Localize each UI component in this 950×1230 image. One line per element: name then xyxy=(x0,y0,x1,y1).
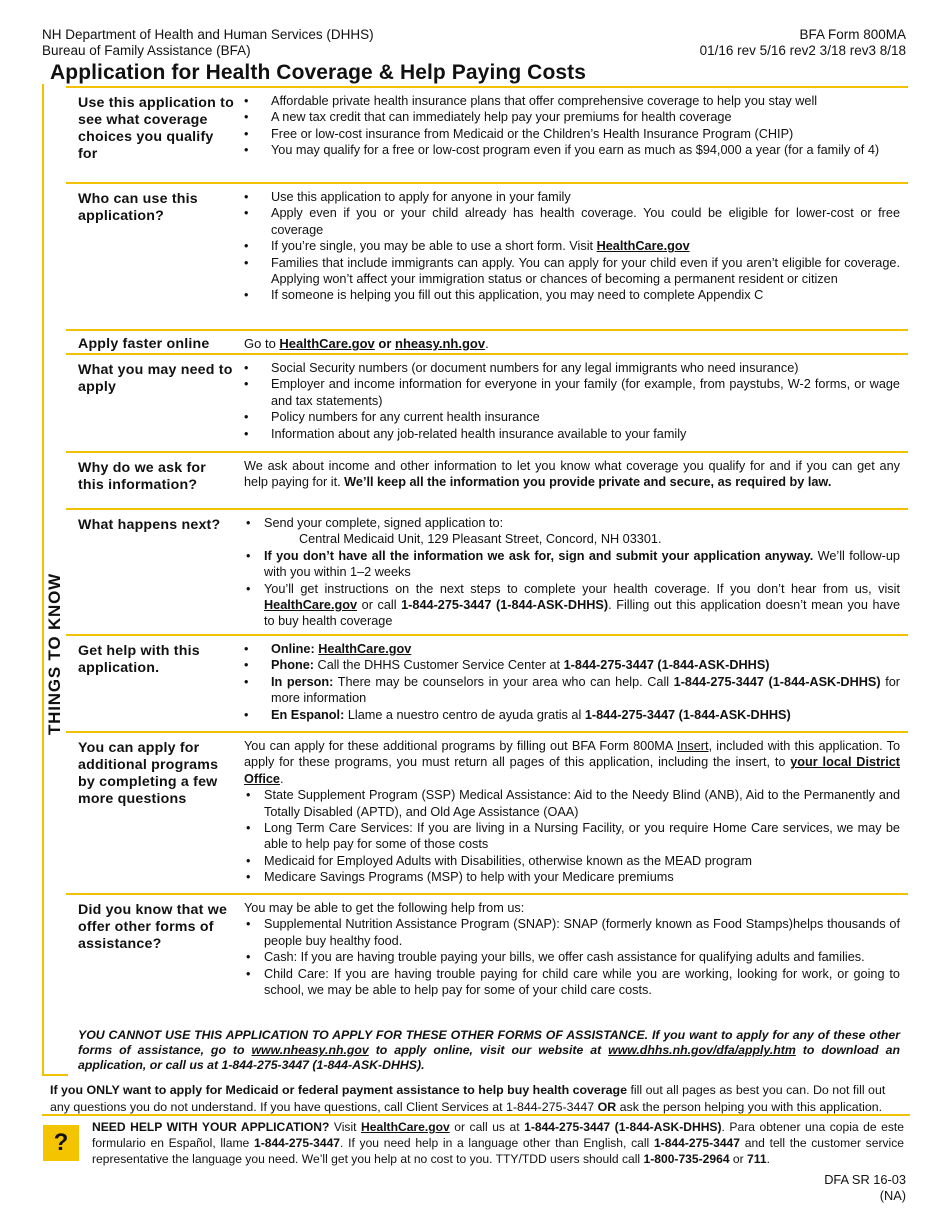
footer-code: DFA SR 16-03 xyxy=(824,1172,906,1187)
nheasy-link[interactable]: www.nheasy.nh.gov xyxy=(251,1043,369,1058)
section-label: You can apply for additional programs by completing a few more questions xyxy=(78,740,219,807)
list-item: • Send your complete, signed application to: Central Medicaid Unit, 129 Pleasant Street, Concord, NH 03301. xyxy=(244,515,900,548)
mailing-address: Central Medicaid Unit, 129 Pleasant Street, Concord, NH 03301. xyxy=(299,532,662,547)
list-item: • If you don’t have all the information we ask for, sign and submit your application anyway. We’ll follow-up with you within 1–2 weeks xyxy=(244,548,900,581)
list-item: • En Espanol: Llame a nuestro centro de ayuda gratis al 1-844-275-3447 (1-844-ASK-DHHS) xyxy=(244,707,900,723)
section-additional-programs xyxy=(66,731,908,895)
help-list xyxy=(244,641,900,723)
other-list xyxy=(244,916,900,998)
list-item: • Employer and income information for everyone in your family (for example, from paystubs, W-2 forms, or wage and tax statements) xyxy=(244,376,900,409)
form-revision: 01/16 rev 5/16 rev2 3/18 rev3 8/18 xyxy=(699,43,906,58)
list-item: • Affordable private health insurance plans that offer comprehensive coverage to help you stay well xyxy=(244,93,900,109)
section-label: What happens next? xyxy=(78,517,221,533)
list-item: • State Supplement Program (SSP) Medical Assistance: Aid to the Needy Blind (ANB), Aid to the Permanently and Totally Disabled (APTD), and Old Age Assistance (OAA) xyxy=(244,787,900,820)
section-label: Apply faster online xyxy=(78,336,210,352)
list-item: • Free or low-cost insurance from Medicaid or the Children’s Health Insurance Program (CHIP) xyxy=(244,126,900,142)
healthcare-gov-link[interactable]: HealthCare.gov xyxy=(318,642,412,656)
list-item: • Supplemental Nutrition Assistance Program (SNAP): SNAP (formerly known as Food Stamps)helps thousands of people buy healthy food. xyxy=(244,916,900,949)
divider xyxy=(42,1114,910,1116)
next-list xyxy=(244,515,900,630)
phone-number: 1-844-275-3447 (1-844-ASK-DHHS) xyxy=(401,598,609,613)
form-footer xyxy=(824,1172,906,1204)
who-list xyxy=(244,189,900,304)
list-item: • Policy numbers for any current health insurance xyxy=(244,409,900,425)
page-title: Application for Health Coverage & Help Paying Costs xyxy=(50,61,587,84)
list-item: • Cash: If you are having trouble paying your bills, we offer cash assistance for qualifying adults and families. xyxy=(244,949,900,965)
list-item: • Medicaid for Employed Adults with Disabilities, otherwise known as the MEAD program xyxy=(244,853,900,869)
agency-name: NH Department of Health and Human Services (DHHS) xyxy=(42,27,374,42)
section-label: Use this application to see what coverage choices you qualify for xyxy=(78,95,234,162)
list-item: • If you’re single, you may be able to use a short form. Visit HealthCare.gov xyxy=(244,238,900,254)
insert-link[interactable]: Insert xyxy=(676,739,709,753)
help-question-icon: ? xyxy=(43,1125,79,1161)
list-item: • Apply even if you or your child already has health coverage. You could be eligible for lower-cost or free coverage xyxy=(244,205,900,238)
list-item: • You’ll get instructions on the next steps to complete your health coverage. If you don’t hear from us, visit HealthCare.gov or call 1-844-275-3447 (1-844-ASK-DHHS). Filling out this application doesn’t mean you have to buy health coverage xyxy=(244,581,900,630)
section-label: Did you know that we offer other forms of assistance? xyxy=(78,902,228,952)
section-label: What you may need to apply xyxy=(78,362,233,395)
section-label: Who can use this application? xyxy=(78,191,198,224)
need-help-text: NEED HELP WITH YOUR APPLICATION? Visit HealthCare.gov or call us at 1-844-275-3447 (1-844-ASK-DHHS). Para obtener una copia de este formulario en Español, llame 1-844-275-3447. If you need help in a language other than English, call 1-844-275-3447 and tell the customer service representative the language you need. We’ll get you help at no cost to you. TTY/TDD users should call 1-800-735-2964 or 711. xyxy=(92,1120,904,1167)
section-other-assistance xyxy=(66,893,908,1024)
list-item: • Use this application to apply for anyone in your family xyxy=(244,189,900,205)
healthcare-gov-link[interactable]: HealthCare.gov xyxy=(361,1120,450,1134)
coverage-list xyxy=(244,93,900,159)
list-item: • In person: There may be counselors in your area who can help. Call 1-844-275-3447 (1-844-ASK-DHHS) for more information xyxy=(244,674,900,707)
dhhs-apply-link[interactable]: www.dhhs.nh.gov/dfa/apply.htm xyxy=(608,1043,796,1058)
form-id: BFA Form 800MA xyxy=(799,27,906,42)
section-what-you-need xyxy=(66,353,908,453)
section-use-application xyxy=(66,86,908,184)
list-item: • Medicare Savings Programs (MSP) to help with your Medicare premiums xyxy=(244,869,900,885)
list-item: • Child Care: If you are having trouble paying for child care while you are working, looking for work, or going to school, we may be able to help pay for some of your child care costs. xyxy=(244,966,900,999)
additional-list xyxy=(244,787,900,885)
needs-list xyxy=(244,360,900,442)
section-apply-online xyxy=(66,329,908,355)
footer-lang: (NA) xyxy=(879,1188,906,1203)
why-text: We ask about income and other information to let you know what coverage you qualify for and if you can get any help paying for it. We’ll keep all the information you provide private and secure, as required by law. xyxy=(244,459,900,490)
list-item: • Social Security numbers (or document numbers for any legal immigrants who need insurance) xyxy=(244,360,900,376)
list-item: • If someone is helping you fill out this application, you may need to complete Appendix C xyxy=(244,287,900,303)
healthcare-gov-link[interactable]: HealthCare.gov xyxy=(279,336,375,351)
healthcare-gov-link[interactable]: HealthCare.gov xyxy=(596,239,690,254)
cannot-use-notice: YOU CANNOT USE THIS APPLICATION TO APPLY FOR THESE OTHER FORMS OF ASSISTANCE. If you want to apply for any of these other forms of assistance, go to www.nheasy.nh.gov to apply online, visit our website at www.dhhs.nh.gov/dfa/apply.htm to download an application, or call us at 1-844-275-3447 (1-844-ASK-DHHS). xyxy=(78,1028,900,1073)
additional-intro: You can apply for these additional programs by filling out BFA Form 800MA Insert, included with this application. To apply for these programs, you must return all pages of this application, including the insert, to your local District Office. xyxy=(244,739,901,786)
form-info xyxy=(700,27,906,59)
nheasy-link[interactable]: nheasy.nh.gov xyxy=(395,336,486,351)
agency-header xyxy=(42,27,374,59)
side-bar xyxy=(42,84,68,1076)
list-item: • A new tax credit that can immediately help pay your premiums for health coverage xyxy=(244,109,900,125)
section-why-we-ask xyxy=(66,451,908,510)
apply-online-text: Go to HealthCare.gov or nheasy.nh.gov. xyxy=(244,336,489,351)
list-item: • You may qualify for a free or low-cost program even if you earn as much as $94,000 a year (for a family of 4) xyxy=(244,142,900,158)
section-get-help xyxy=(66,634,908,733)
section-label: Get help with this application. xyxy=(78,643,200,676)
list-item: • Long Term Care Services: If you are living in a Nursing Facility, or you require Home Care services, we may be able to help pay for some of those costs xyxy=(244,820,900,853)
list-item: • Information about any job-related health insurance available to your family xyxy=(244,426,900,442)
list-item: • Online: HealthCare.gov xyxy=(244,641,900,657)
side-label: THINGS TO KNOW xyxy=(45,573,64,735)
list-item: • Families that include immigrants can apply. You can apply for your child even if you aren’t eligible for coverage. Applying won’t affect your immigration status or chances of becoming a permanent resident or citizen xyxy=(244,255,900,288)
section-who-can-use xyxy=(66,182,908,331)
district-office-link[interactable]: your local District Office xyxy=(244,755,901,786)
section-what-happens-next xyxy=(66,508,908,636)
section-label: Why do we ask for this information? xyxy=(78,460,206,493)
medicaid-only-notice: If you ONLY want to apply for Medicaid or federal payment assistance to help buy health coverage fill out all pages as best you can. Do not fill out any questions you do not understand. If you have questions, call Client Services at 1-844-275-3447 OR ask the person helping you with this application. xyxy=(50,1083,886,1114)
list-item: • Phone: Call the DHHS Customer Service Center at 1-844-275-3447 (1-844-ASK-DHHS) xyxy=(244,657,900,673)
healthcare-gov-link[interactable]: HealthCare.gov xyxy=(264,598,358,613)
bureau-name: Bureau of Family Assistance (BFA) xyxy=(42,43,251,58)
other-intro: You may be able to get the following help from us: xyxy=(244,901,525,915)
